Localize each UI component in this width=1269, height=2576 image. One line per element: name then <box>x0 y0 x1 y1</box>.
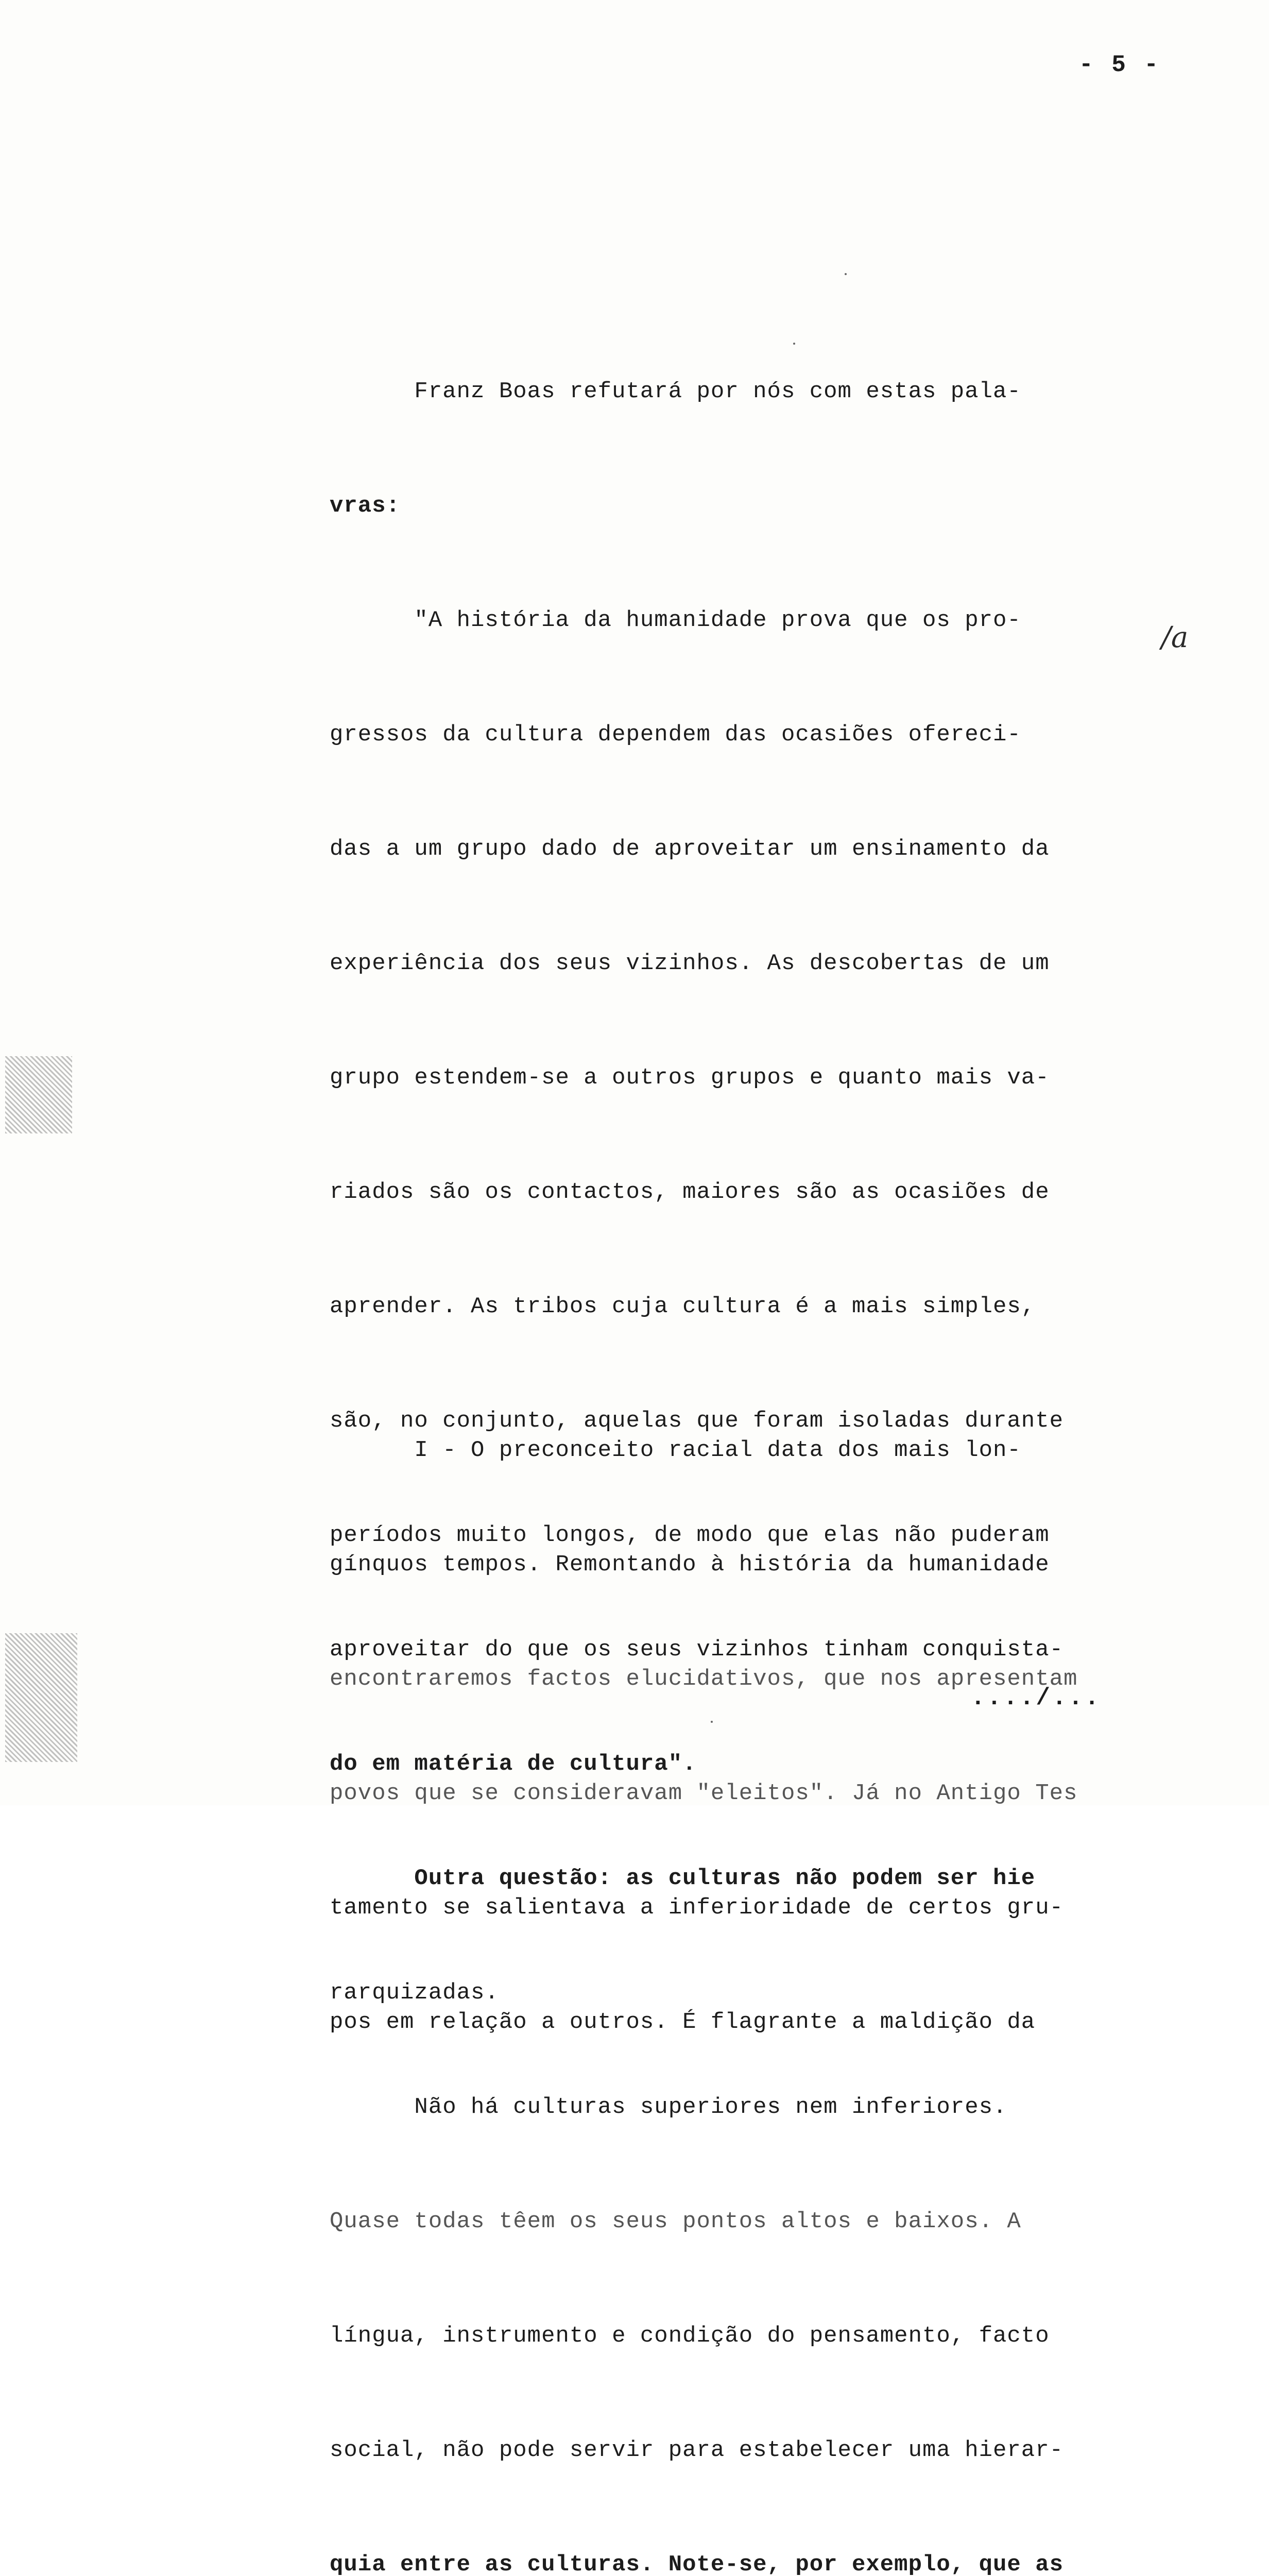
scan-smudge <box>5 1056 72 1133</box>
text-line: são, no conjunto, aquelas que foram isoladas durante <box>330 1408 1064 1434</box>
text-line: "A história da humanidade prova que os pro- <box>330 607 1021 633</box>
text-line: pos em relação a outros. É flagrante a maldição da <box>330 2009 1036 2035</box>
text-line: riados são os contactos, maiores são as ocasiões de <box>330 1179 1050 1205</box>
text-line: do em matéria de cultura". <box>330 1751 697 1777</box>
text-line: aprender. As tribos cuja cultura é a mais simples, <box>330 1294 1036 1319</box>
text-line: gressos da cultura dependem das ocasiões ofereci- <box>330 722 1021 748</box>
text-line: períodos muito longos, de modo que elas não puderam <box>330 1522 1050 1548</box>
scan-speck <box>711 1721 713 1723</box>
text-line: das a um grupo dado de aproveitar um ensinamento da <box>330 836 1050 862</box>
text-line: grupo estendem-se a outros grupos e quanto mais va- <box>330 1065 1050 1091</box>
text-line: social, não pode servir para estabelecer uma hierar- <box>330 2437 1064 2463</box>
scan-speck <box>793 343 795 345</box>
text-line: vras: <box>330 493 401 519</box>
text-line: língua, instrumento e condição do pensamento, facto <box>330 2323 1050 2349</box>
paragraph-racial-prejudice <box>330 1355 1164 2117</box>
text-line: rarquizadas. <box>330 1980 499 2006</box>
text-line: I - O preconceito racial data dos mais lon- <box>330 1437 1021 1463</box>
scan-speck <box>845 273 847 275</box>
text-line: aproveitar do que os seus vizinhos tinham conquista- <box>330 1637 1064 1663</box>
continuation-marker: ..../... <box>971 1685 1101 1711</box>
text-line: quia entre as culturas. Note-se, por exemplo, que as <box>330 2552 1064 2576</box>
text-line: experiência dos seus vizinhos. As descobertas de um <box>330 951 1050 976</box>
text-line: tamento se salientava a inferioridade de certos gru- <box>330 1895 1064 1921</box>
text-line: Outra questão: as culturas não podem ser hie <box>330 1866 1036 1891</box>
scan-smudge <box>5 1633 77 1762</box>
page-number: - 5 - <box>1079 52 1161 78</box>
handwritten-margin-note: /a <box>1161 621 1189 654</box>
text-line: povos que se consideravam "eleitos". Já no Antigo Tes <box>330 1781 1078 1806</box>
text-line: encontraremos factos elucidativos, que nos apresentam <box>330 1666 1078 1692</box>
text-line: Não há culturas superiores nem inferiores. <box>330 2094 1007 2120</box>
text-line: gínquos tempos. Remontando à história da humanidade <box>330 1552 1050 1578</box>
text-line: Quase todas têem os seus pontos altos e baixos. A <box>330 2209 1021 2234</box>
text-line: Franz Boas refutará por nós com estas pala- <box>330 379 1021 404</box>
